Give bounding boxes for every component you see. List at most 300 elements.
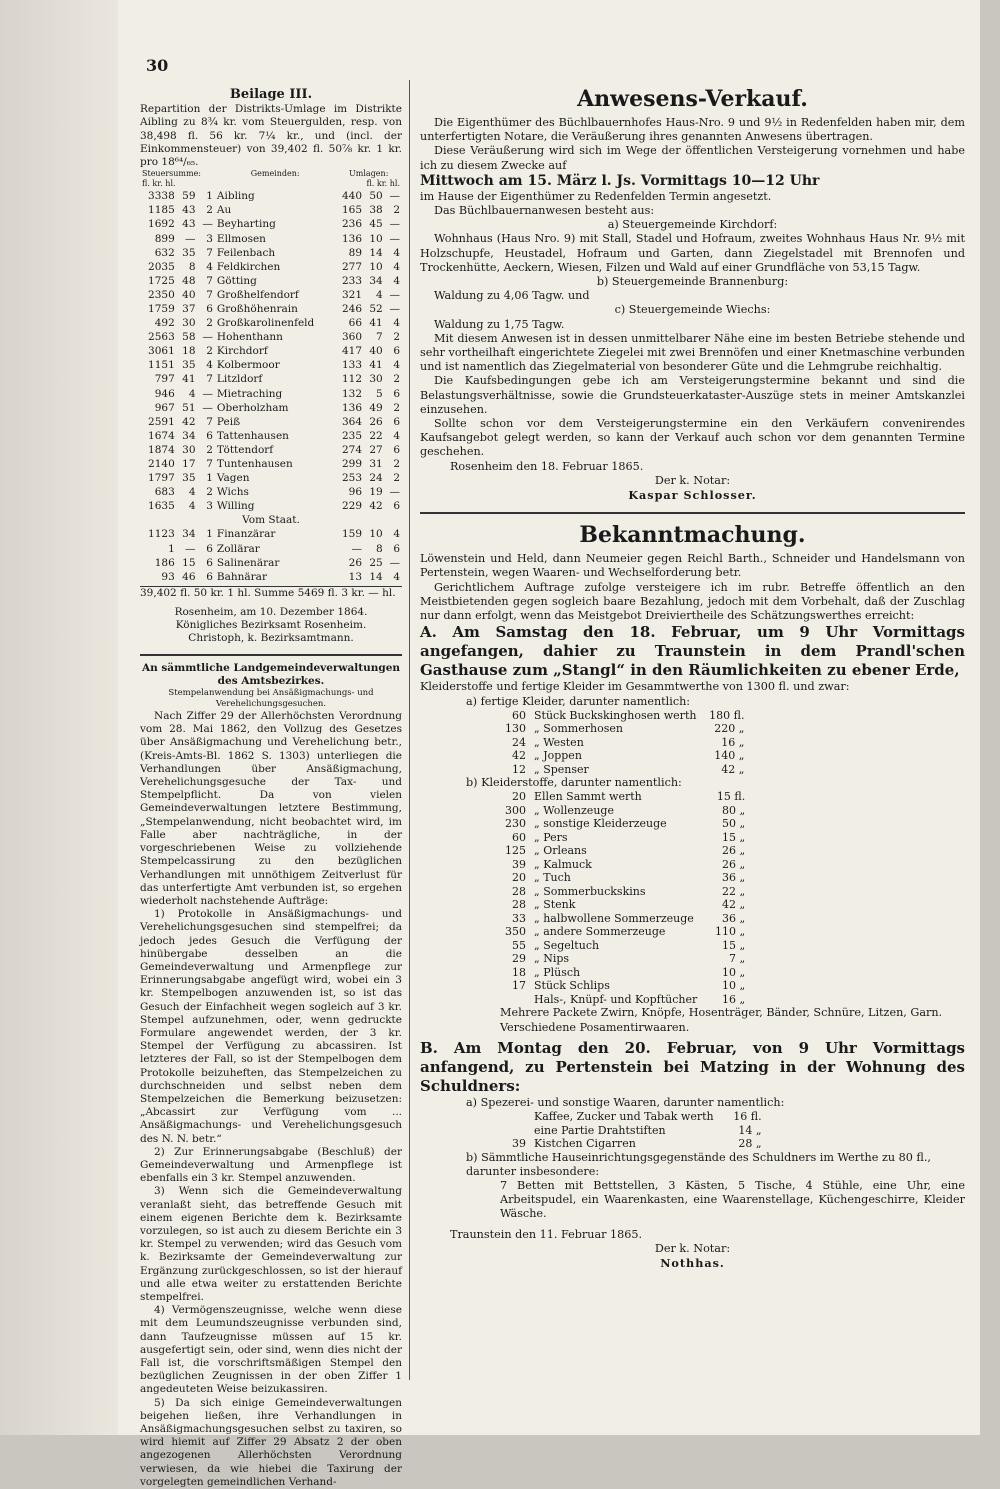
item-value: 80 „ [722, 803, 746, 817]
umlage-cell: 51 [182, 401, 196, 414]
fertige-kleider-heading: a) fertige Kleider, darunter namentlich: [466, 694, 691, 708]
item-quantity [480, 993, 530, 1007]
gemeinde-name: Vagen [216, 472, 250, 485]
verkauf-para-6: Die Kaufsbedingungen gebe ich am Versteigerungstermine bekannt und sind die Belastungsverhältnisse, sowie die Grundsteuerkataster-Auszüge stets in meiner Amtskanzlei einzusehen. [420, 374, 965, 416]
item-row [480, 912, 749, 926]
item-name: „ Kalmuck [534, 857, 592, 871]
item-row [480, 858, 749, 872]
umlage-cell: 43 [182, 218, 196, 231]
item-row [480, 722, 748, 736]
umlage-row [140, 415, 402, 429]
umlage-cell: 41 [369, 359, 383, 372]
umlage-row [140, 232, 402, 246]
gemeinde-name: Ellmosen [216, 232, 266, 245]
item-quantity: 60 [512, 708, 526, 722]
umlage-cell: 253 [341, 472, 363, 485]
item-name: Stück Buckskinghosen werth [534, 708, 697, 722]
umlage-cell: 1635 [148, 500, 175, 513]
notar-label-1: Der k. Notar: [654, 473, 731, 487]
steuergemeinde-a-text: Wohnhaus (Haus Nro. 9) mit Stall, Stadel und Hofraum, zweites Wohnhaus Haus Nr. 9½ mit Holzschupfe, Heustadel, Hofraum und Garten, dann Ziegelstadel mit Brennofen und Trockenhütte, Aeckern, Wiesen, Filzen und Wald auf einer Grundfläche von 53,15 Tagw. [420, 232, 965, 274]
umlage-row [140, 499, 402, 513]
notar-label-2: Der k. Notar: [654, 1241, 731, 1255]
section-a-intro: Kleiderstoffe und fertige Kleider im Gesammtwerthe von 1300 fl. und zwar: [420, 680, 850, 694]
spezerei-heading: a) Spezerei- und sonstige Waaren, darunter namentlich: [466, 1095, 785, 1109]
right-column [420, 84, 965, 1270]
umlage-cell: 1185 [148, 204, 175, 217]
col-umlagen: Umlagen: [349, 169, 389, 179]
umlage-cell: 7 [376, 331, 383, 344]
item-value: 15 „ [722, 938, 746, 952]
item-name: „ Plüsch [534, 965, 581, 979]
umlage-cell: 2563 [148, 331, 175, 344]
bekannt-para: Gerichtlichem Auftrage zufolge versteigere ich im rubr. Betreffe öffentlich an den Meistbietenden gegen sogleich baare Bezahlung, jedoch mit dem Vorbehalt, daß der Zuschlag nur dann erfolgt, wenn das Meistgebot Dreiviertheile des Schätzungswerthes erreicht: [420, 580, 965, 623]
item-row [480, 966, 749, 980]
umlage-row [140, 302, 402, 316]
hauseinrichtung-text: 7 Betten mit Bettstellen, 3 Kästen, 5 Tische, 4 Stühle, eine Uhr, eine Arbeitspudel, ein Waarenkasten, eine Waarenstellage, Küchengeschirre, Kleider Wäsche. [500, 1178, 965, 1221]
umlage-cell: 59 [182, 190, 196, 203]
umlage-cell: — [389, 218, 400, 231]
umlage-row [140, 189, 402, 203]
book-spine [0, 0, 118, 1435]
left-column [140, 88, 402, 1489]
umlage-cell: 4 [206, 260, 213, 273]
umlage-cell: 6 [206, 302, 213, 315]
umlage-cell: 30 [369, 373, 383, 386]
item-quantity: 29 [512, 952, 526, 966]
item-value: 50 „ [722, 817, 746, 831]
umlage-table [140, 169, 402, 584]
notice-subtitle: Stempelanwendung bei Ansäßigmachungs- und Verehelichungsgesuchen. [168, 688, 374, 710]
umlage-cell: 46 [182, 570, 196, 583]
umlage-cell: 7 [206, 274, 213, 287]
umlage-cell: 7 [206, 246, 213, 259]
umlage-cell: 3 [206, 232, 213, 245]
item-name: „ Sommerhosen [534, 722, 623, 736]
umlage-cell: 34 [182, 528, 196, 541]
umlage-cell: 6 [206, 542, 213, 555]
item-row [480, 925, 749, 939]
umlage-cell: 49 [369, 401, 383, 414]
item-quantity: 39 [512, 857, 526, 871]
umlage-cell: 1 [206, 472, 213, 485]
gemeinde-name: Hohenthann [216, 331, 283, 344]
umlage-cell: 6 [393, 443, 400, 456]
item-name: „ Spenser [534, 762, 589, 776]
gemeinde-name: Feldkirchen [216, 260, 281, 273]
notice-para-4: 3) Wenn sich die Gemeindeverwaltung veranlaßt sieht, das betreffende Gesuch mit einem eigenen Berichte dem k. Bezirksamte vorzulegen, so ist auch zu diesem Berichte ein 3 kr. Stempel zu verwenden; wird das Gesuch vom k. Bezirksamte der Gemeindeverwaltung zur Ergänzung zurückgeschlossen, so ist der hierauf und alle etwa weiter zu erstattenden Berichte stempelfrei. [140, 1185, 402, 1303]
item-name: „ Nips [534, 952, 570, 966]
item-value: 140 „ [714, 749, 745, 763]
umlage-row [140, 401, 402, 415]
umlage-cell: 364 [341, 415, 363, 428]
umlage-row [140, 274, 402, 288]
umlage-cell: 8 [376, 542, 383, 555]
umlage-cell: 52 [369, 302, 383, 315]
umlage-cell: 6 [206, 429, 213, 442]
umlage-cell: 38 [369, 204, 383, 217]
gemeinde-name: Bahnärar [216, 570, 267, 583]
umlage-cell: 6 [206, 556, 213, 569]
umlage-cell: 2140 [148, 458, 175, 470]
umlage-cell: 27 [369, 443, 383, 456]
item-value: 36 „ [722, 871, 746, 885]
umlage-cell: 3061 [148, 345, 175, 358]
umlage-cell: 1759 [148, 302, 175, 315]
spezerei-list [480, 1110, 766, 1151]
umlage-cell: 136 [341, 232, 363, 245]
item-value: 14 „ [738, 1123, 762, 1137]
gemeinde-name: Beyharting [216, 218, 276, 231]
item-quantity: 300 [505, 803, 526, 817]
item-row [480, 831, 749, 845]
umlage-cell: 1 [206, 190, 213, 203]
item-value: 7 „ [729, 952, 746, 966]
umlage-cell: 6 [393, 387, 400, 400]
umlage-cell: 2035 [148, 260, 175, 273]
item-name: „ Tuch [534, 871, 571, 885]
umlage-cell: 112 [341, 373, 363, 386]
gemeinde-name: Au [216, 204, 232, 217]
umlage-cell: 42 [182, 415, 196, 428]
units-left: fl. kr. hl. [142, 179, 176, 189]
item-value: 22 „ [722, 884, 746, 898]
umlage-cell: 17 [182, 458, 196, 470]
item-name: „ Joppen [534, 749, 582, 763]
umlage-cell: 45 [369, 218, 383, 231]
umlage-cell: 10 [369, 528, 383, 541]
umlage-cell: 1692 [148, 218, 175, 231]
item-value: 16 „ [722, 992, 746, 1006]
umlage-row [140, 542, 402, 556]
umlage-cell: 58 [182, 331, 196, 344]
umlage-cell: 50 [369, 190, 383, 203]
umlage-cell: 30 [182, 317, 196, 330]
umlage-cell: 34 [182, 429, 196, 442]
umlage-cell: 7 [206, 458, 213, 470]
umlage-row [140, 485, 402, 499]
umlage-cell: 6 [393, 500, 400, 513]
umlage-cell: 2 [393, 373, 400, 386]
umlage-cell: 37 [182, 302, 196, 315]
item-value: 26 „ [722, 857, 746, 871]
umlage-cell: 274 [341, 443, 363, 456]
umlage-cell: — [202, 331, 213, 344]
umlage-cell: 43 [182, 204, 196, 217]
parties: Löwenstein und Held, dann Neumeier gegen Reichl Barth., Schneider und Handelsmann von Pertenstein, wegen Waaren- und Wechselforderung betr. [420, 552, 965, 580]
verkauf-para-7: Sollte schon vor dem Versteigerungstermine ein den Verkäufern convenirendes Kaufsangebot gelegt werden, so kann der Verkauf auch schon vor dem genannten Termine geschehen. [420, 417, 965, 459]
umlage-cell: 42 [369, 500, 383, 513]
gemeinde-name: Töttendorf [216, 443, 274, 456]
item-name: Ellen Sammt werth [534, 790, 642, 804]
umlage-cell: 7 [206, 373, 213, 386]
page-number: 30 [146, 56, 169, 75]
umlage-cell: — [389, 486, 400, 499]
umlage-cell: 14 [369, 570, 383, 583]
umlage-cell: 18 [182, 345, 196, 358]
item-name: „ andere Sommerzeuge [534, 925, 666, 939]
notar-signature-2: Nothhas. [660, 1255, 725, 1270]
umlage-cell: 632 [154, 246, 175, 259]
item-row [480, 939, 749, 953]
gemeinde-name: Peiß [216, 415, 241, 428]
divider [140, 654, 402, 656]
gemeinde-name: Zollärar [216, 542, 260, 555]
umlage-cell: 4 [206, 359, 213, 372]
umlage-cell: 26 [369, 415, 383, 428]
umlage-cell: 4 [188, 486, 196, 499]
umlage-cell: 4 [376, 288, 383, 301]
item-name: „ Westen [534, 735, 584, 749]
col-gemeinden: Gemeinden: [250, 169, 300, 179]
umlage-cell: 66 [348, 317, 363, 330]
item-quantity: 18 [512, 965, 526, 979]
umlage-cell: 2 [206, 345, 213, 358]
authority: Königliches Bezirksamt Rosenheim. [175, 619, 367, 632]
umlage-cell: 7 [206, 415, 213, 428]
gemeinde-name: Oberholzham [216, 401, 289, 414]
umlage-cell: 440 [341, 190, 363, 203]
umlage-cell: 8 [188, 260, 196, 273]
umlage-cell: 48 [182, 274, 196, 287]
item-value: 26 „ [722, 844, 746, 858]
umlage-cell: 7 [206, 288, 213, 301]
umlage-cell: 4 [393, 246, 400, 259]
item-row [480, 749, 748, 763]
umlage-cell: 797 [154, 373, 175, 386]
umlage-cell: 1123 [148, 528, 175, 541]
item-value: 16 fl. [733, 1110, 762, 1124]
item-quantity: 20 [512, 871, 526, 885]
umlage-cell: 4 [393, 317, 400, 330]
umlage-row [140, 316, 402, 330]
umlage-cell: 1725 [148, 274, 175, 287]
fertige-kleider-list [480, 709, 748, 777]
signer: Christoph, k. Bezirksamtmann. [188, 632, 354, 645]
umlage-cell: 24 [369, 472, 383, 485]
umlage-cell: 2 [206, 486, 213, 499]
steuergemeinde-b-text: Waldung zu 4,06 Tagw. und [434, 289, 590, 303]
item-row [480, 1110, 766, 1124]
umlage-row [140, 570, 402, 584]
item-row [480, 993, 749, 1007]
umlage-cell: 93 [161, 570, 175, 583]
umlage-cell: 2350 [148, 288, 175, 301]
gemeinde-name: Mietraching [216, 387, 283, 400]
umlage-cell: 946 [154, 387, 175, 400]
bekanntmachung-title: Bekanntmachung. [579, 522, 806, 549]
place-date: Rosenheim, am 10. Dezember 1864. [174, 606, 368, 619]
item-row [480, 871, 749, 885]
column-rule [409, 80, 410, 1380]
item-value: 110 „ [715, 925, 746, 939]
umlage-cell: 31 [369, 458, 383, 470]
umlage-cell: 4 [393, 274, 400, 287]
umlage-cell: 26 [348, 556, 363, 569]
notice-para-6: 5) Da sich einige Gemeindeverwaltungen beigehen ließen, ihre Verhandlungen in Ansäßigmachungsgesuchen selbst zu taxiren, so wird hiemit auf Ziffer 29 Absatz 2 der oben angezogenen Allerhöchsten Verordnung verwiesen, da wie hiebei die Taxirung der vorgelegten gemeindlichen Verhand- [140, 1396, 402, 1488]
umlage-cell: 2 [393, 472, 400, 485]
umlage-row [140, 358, 402, 372]
umlage-cell: — [185, 542, 196, 555]
gemeinde-name: Tattenhausen [216, 429, 289, 442]
item-quantity: 17 [512, 979, 526, 993]
steuergemeinde-c-text: Waldung zu 1,75 Tagw. [434, 317, 565, 331]
umlage-cell: 10 [369, 260, 383, 273]
umlage-row [140, 217, 402, 231]
umlage-cell: 299 [341, 458, 363, 470]
umlage-row [140, 457, 402, 471]
gemeinde-name: Großhöhenrain [216, 302, 298, 315]
umlage-cell: 1 [206, 528, 213, 541]
item-row [480, 790, 749, 804]
item-quantity: 20 [512, 790, 526, 804]
gemeinde-name: Großkarolinenfeld [216, 317, 315, 330]
umlage-cell: — [389, 302, 400, 315]
umlage-cell: 2591 [148, 415, 175, 428]
steuergemeinde-c: c) Steuergemeinde Wiechs: [614, 303, 771, 317]
umlage-cell: 236 [341, 218, 363, 231]
item-name: „ Pers [534, 830, 568, 844]
gemeinde-name: Salinenärar [216, 556, 280, 569]
gemeinde-name: Kirchdorf [216, 345, 268, 358]
item-quantity: 230 [505, 817, 526, 831]
item-value: 42 „ [722, 898, 746, 912]
anwesens-verkauf-title: Anwesens-Verkauf. [577, 86, 808, 112]
steuergemeinde-b: b) Steuergemeinde Brannenburg: [596, 275, 789, 289]
item-quantity: 24 [512, 735, 526, 749]
umlage-cell: — [202, 401, 213, 414]
umlage-cell: 417 [341, 345, 363, 358]
item-row [480, 885, 749, 899]
umlage-cell: 133 [341, 359, 363, 372]
umlage-cell: 4 [188, 387, 196, 400]
umlage-cell: 2 [393, 458, 400, 470]
umlage-cell: 10 [369, 232, 383, 245]
item-value: 220 „ [714, 722, 745, 736]
umlage-cell: 186 [154, 556, 175, 569]
item-row [480, 952, 749, 966]
item-name: „ sonstige Kleiderzeuge [534, 817, 667, 831]
steuergemeinde-a: a) Steuergemeinde Kirchdorf: [607, 218, 778, 232]
umlage-row [140, 443, 402, 457]
item-name: „ Sommerbuckskins [534, 884, 646, 898]
notice-para-2: 1) Protokolle in Ansäßigmachungs- und Verehelichungsgesuchen sind stempelfrei; da jedoch jedes Gesuch die Verfügung der hinübergabe desselben an die Gemeindeverwaltung und Armenpflege zur Erinnerungsabgabe angefügt wird, wobei ein 3 kr. Stempelbogen anzuwenden ist, so ist das Gesuch der Einfachheit wegen sogleich auf 3 kr. Stempel aufzunehmen, oder, wenn gedruckte Formulare angewendet werden, der 3 kr. Stempel der Verfügung zu abcassiren. Ist letzteres der Fall, so ist der Stempelbogen dem Protokolle beizuheften, das Stempelzeichen zu durchschneiden und selbst neben dem Stempelzeichen die Bemerkung beizusetzen: „Abcassirt zur Verfügung vom ... Ansäßigmachungs- und Verehelichungsgesuch des N. N. betr.“ [140, 908, 402, 1145]
umlage-cell: 683 [154, 486, 175, 499]
item-quantity: 125 [505, 844, 526, 858]
umlage-cell: 40 [369, 345, 383, 358]
section-a-heading: A. Am Samstag den 18. Februar, um 9 Uhr Vormittags angefangen, dahier zu Traunstein in dem Prandl'schen Gasthause zum „Stangl“ in den Räumlichkeiten zu ebener Erde, [420, 623, 965, 680]
umlage-cell: 96 [348, 486, 363, 499]
item-quantity: 39 [512, 1137, 526, 1151]
umlage-cell: 2 [393, 401, 400, 414]
umlage-cell: 41 [369, 317, 383, 330]
umlage-cell: 5 [376, 387, 383, 400]
item-name: Kaffee, Zucker und Tabak werth [534, 1110, 714, 1124]
item-value: 36 „ [722, 911, 746, 925]
umlage-cell: 89 [348, 246, 363, 259]
umlage-cell: — [389, 190, 400, 203]
umlage-cell: 13 [348, 570, 363, 583]
section-a-tail: Mehrere Packete Zwirn, Knöpfe, Hosenträger, Bänder, Schnüre, Litzen, Garn. Verschiedene Posamentirwaaren. [500, 1006, 943, 1034]
item-value: 28 „ [738, 1137, 762, 1151]
umlage-cell: 4 [393, 260, 400, 273]
item-name: Stück Schlips [534, 979, 610, 993]
item-row [480, 1137, 766, 1151]
item-row [480, 979, 749, 993]
umlage-row [140, 260, 402, 274]
umlage-cell: — [202, 218, 213, 231]
umlage-cell: — [389, 288, 400, 301]
umlage-cell: 4 [393, 570, 400, 583]
umlage-cell: 6 [393, 542, 400, 555]
item-quantity: 28 [512, 898, 526, 912]
beilage-heading: Beilage III. [229, 87, 313, 102]
umlage-cell: 2 [393, 204, 400, 217]
units-right: fl. kr. hl. [366, 179, 400, 189]
repartition-intro: Repartition der Distrikts-Umlage im Distrikte Aibling zu 8¾ kr. vom Steuergulden, resp. von 38,498 fl. 56 kr. 7¼ kr., und (incl. der Einkommensteuer) von 39,402 fl. 50⅞ kr. 1 kr. pro 18⁶⁴/₆₅. [140, 103, 402, 169]
traunstein-date: Traunstein den 11. Februar 1865. [450, 1227, 643, 1241]
umlage-cell: 159 [341, 528, 363, 541]
gemeinde-name: Finanzärar [216, 528, 276, 541]
notar-signature-1: Kaspar Schlosser. [628, 488, 757, 503]
umlage-cell: 35 [182, 472, 196, 485]
item-name: Kistchen Cigarren [534, 1137, 636, 1151]
umlage-cell: 4 [393, 359, 400, 372]
gemeinde-name: Tuntenhausen [216, 458, 293, 470]
umlage-cell: 3338 [148, 190, 175, 203]
umlage-cell: 4 [393, 429, 400, 442]
item-row [480, 844, 749, 858]
umlage-row [140, 527, 402, 541]
umlage-cell: 360 [341, 331, 363, 344]
umlage-cell: 2 [206, 204, 213, 217]
gemeinde-name: Großhelfendorf [216, 288, 299, 301]
umlage-cell: 321 [341, 288, 363, 301]
umlage-cell: 41 [182, 373, 196, 386]
item-name: eine Partie Drahtstiften [534, 1123, 666, 1137]
umlage-cell: 1151 [148, 359, 175, 372]
section-divider [420, 512, 965, 514]
item-row [480, 817, 749, 831]
umlage-cell: 35 [182, 359, 196, 372]
gemeinde-name: Wichs [216, 486, 249, 499]
item-row [480, 763, 748, 777]
umlage-cell: 899 [154, 232, 175, 245]
item-row [480, 804, 749, 818]
umlage-cell: 136 [341, 401, 363, 414]
umlage-row [140, 556, 402, 570]
umlage-row [140, 429, 402, 443]
sum-line: 39,402 fl. 50 kr. 1 hl. Summe 5469 fl. 3 kr. — hl. [140, 586, 402, 600]
umlage-cell: 233 [341, 274, 363, 287]
auction-date: Mittwoch am 15. März l. Js. Vormittags 10—12 Uhr [420, 172, 820, 189]
umlage-row [140, 344, 402, 358]
item-quantity: 28 [512, 884, 526, 898]
notice-para-5: 4) Vermögenszeugnisse, welche wenn diese mit dem Leumundszeugnisse verbunden sind, dann Taufzeugnisse müssen auf 15 kr. ausgefertigt sein, oder sind, wenn dies nicht der Fall ist, die vorschriftsmäßigen Stempel den bezüglichen Zeugnissen in der oben Ziffer 1 angedeuteten Weise beizukassiren. [140, 1304, 402, 1396]
umlage-cell: 15 [182, 556, 196, 569]
item-quantity [480, 1124, 530, 1138]
item-quantity: 12 [512, 762, 526, 776]
item-name: Hals-, Knüpf- und Kopftücher [534, 992, 698, 1006]
item-quantity [480, 1110, 530, 1124]
item-name: „ Segeltuch [534, 938, 600, 952]
notice-para-1: Nach Ziffer 29 der Allerhöchsten Verordnung vom 28. Mai 1862, den Vollzug des Gesetzes über Ansäßigmachung und Verehelichung betr., (Kreis-Amts-Bl. 1862 S. 1303) unterliegen die Verhandlungen über Ansäßigmachung, Verehelichungsgesuche der Tax- und Stempelpflicht. Da von vielen Gemeindeverwaltungen letztere Bestimmung, „Stempelanwendung, nicht beobachtet wird, im Falle aber nachträgliche, in der vorgeschriebenen Weise zu vollziehende Stempelcassirung zu den bezüglichen Verhandlungen mit unnöthigem Zeitverlust für das unterfertigte Amt verbunden ist, so ergehen wiederholt nachstehende Aufträge: [140, 710, 402, 907]
umlage-row [140, 387, 402, 401]
item-name: „ Wollenzeuge [534, 803, 614, 817]
item-value: 10 „ [722, 965, 746, 979]
umlage-cell: — [202, 387, 213, 400]
verkauf-para-1: Die Eigenthümer des Büchlbauernhofes Haus-Nro. 9 und 9½ in Redenfelden haben mir, dem unterfertigten Notare, die Veräußerung ihres genannten Anwesens übertragen. [420, 116, 965, 144]
umlage-cell: — [389, 556, 400, 569]
